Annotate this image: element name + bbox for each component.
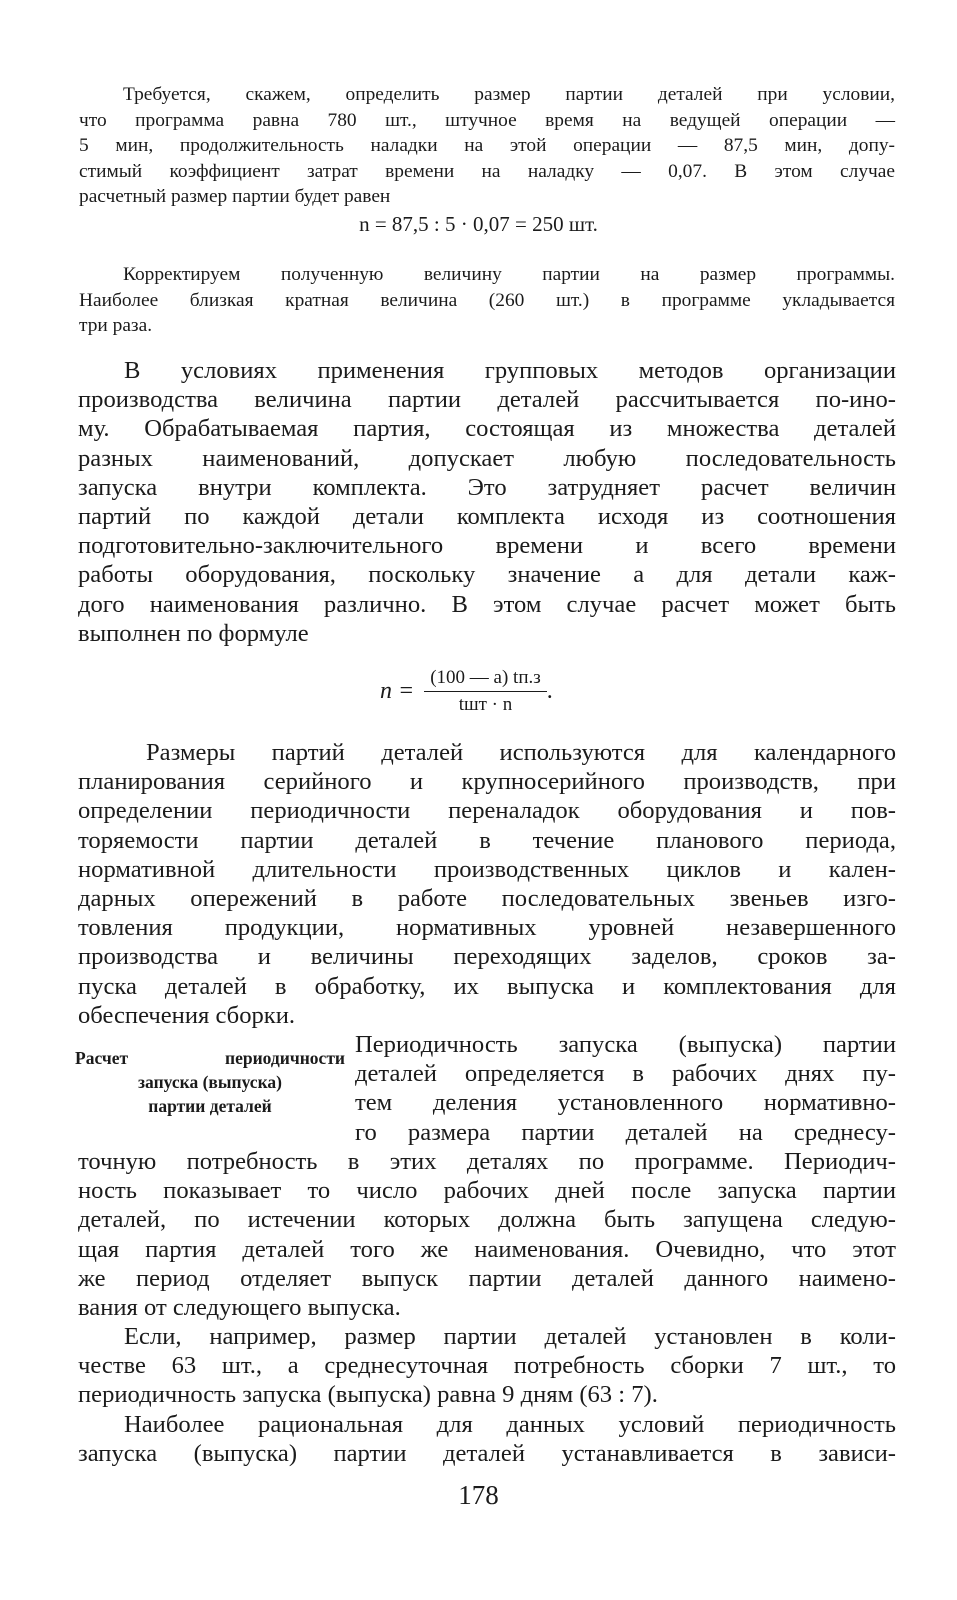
- text-line: щая партия деталей того же наименования. Очевидно, что этот: [78, 1235, 896, 1263]
- text-line: пуска деталей в обработку, их выпуска и комплектования для: [78, 972, 896, 1000]
- text-line: что программа равна 780 шт., штучное время на ведущей операции —: [79, 109, 895, 131]
- text-line: Корректируем полученную величину партии на размер программы.: [123, 264, 895, 285]
- text-line: точную потребность в этих деталях по программе. Периодич-: [78, 1148, 896, 1175]
- batch-size-formula: n = 87,5 : 5 · 0,07 = 250 шт.: [359, 212, 598, 236]
- text-line: нормативной длительности производственных циклов и кален-: [78, 855, 896, 883]
- text-line: деталей, по истечении которых должна быть запущена следую-: [78, 1206, 896, 1234]
- text-line: три раза.: [79, 315, 153, 336]
- text-line: работы оборудования, поскольку значение a для детали каж-: [78, 561, 896, 589]
- text-line: запуска (выпуска) партии деталей устанавливается в зависи-: [78, 1440, 896, 1468]
- text-line: планирования серийного и крупносерийного производств, при: [78, 768, 896, 796]
- text-line: определении периодичности переналадок оборудования и пов-: [78, 797, 896, 825]
- main-paragraph-4: [78, 1322, 896, 1410]
- text-line: Если, например, размер партии деталей установлен в коли-: [124, 1323, 896, 1350]
- text-line: обеспечения сборки.: [78, 1001, 296, 1029]
- text-line: Наиболее рациональная для данных условий периодичность: [124, 1411, 896, 1438]
- text-line: же период отделяет выпуск партии деталей данного наимено-: [78, 1264, 896, 1292]
- page-number: 178: [458, 1480, 499, 1510]
- text-line: Периодичность запуска (выпуска) партии: [355, 1031, 896, 1058]
- text-line: дого наименования различно. В этом случае расчет может быть: [78, 590, 896, 618]
- text-line: разных наименований, допускает любую последовательность: [78, 444, 896, 472]
- text-line: торяемости партии деталей в течение планового периода,: [78, 826, 896, 854]
- text-line: вания от следующего выпуска.: [78, 1294, 401, 1322]
- text-line: расчетный размер партии будет равен: [79, 186, 391, 207]
- text-line: тем деления установленного нормативно-: [355, 1089, 896, 1117]
- formula-fraction: [424, 667, 547, 716]
- text-line: 5 мин, продолжительность наладки на этой операции — 87,5 мин, допу-: [79, 135, 895, 156]
- text-line: выполнен по формуле: [78, 619, 309, 647]
- text-line: Размеры партий деталей используются для календарного: [146, 739, 896, 766]
- main-paragraph-5: [78, 1410, 896, 1468]
- text-line: честве 63 шт., а среднесуточная потребность сборки 7 шт., то: [78, 1352, 896, 1380]
- example-paragraph-1: [79, 82, 895, 210]
- text-line: Требуется, скажем, определить размер партии деталей при условии,: [123, 84, 895, 105]
- text-line: деталей определяется в рабочих днях пу-: [355, 1060, 896, 1088]
- formula-denominator: tшт · n: [458, 694, 513, 715]
- main-paragraph-3: [78, 1147, 896, 1322]
- text-line: Наиболее близкая кратная величина (260 шт.) в программе укладывается: [79, 289, 895, 311]
- formula-dot: .: [546, 678, 553, 704]
- side-heading: [75, 1046, 345, 1118]
- text-line: ность показывает то число рабочих дней после запуска партии: [78, 1177, 896, 1205]
- side-heading-line: запуска (выпуска): [138, 1072, 282, 1092]
- text-line: дарных опережений в работе последовательных звеньев изго-: [78, 885, 896, 913]
- text-line: подготовительно-заключительного времени и всего времени: [78, 532, 896, 560]
- main-paragraph-3-wrapped: [355, 1030, 896, 1147]
- text-line: производства величина партии деталей рассчитывается по-ино-: [78, 386, 896, 414]
- example-paragraph-2: [79, 262, 895, 339]
- text-line: партий по каждой детали комплекта исходя из соотношения: [78, 503, 896, 531]
- side-heading-line: партии деталей: [148, 1096, 272, 1116]
- text-line: запуска внутри комплекта. Это затрудняет расчет величин: [78, 473, 896, 501]
- formula-numerator: (100 — a) tп.з: [424, 667, 547, 692]
- main-paragraph-1: [78, 356, 896, 648]
- formula-lhs: n =: [380, 678, 415, 704]
- side-heading-line: Расчет периодичности: [75, 1048, 345, 1068]
- text-line: стимый коэффициент затрат времени на наладку — 0,07. В этом случае: [79, 160, 895, 182]
- main-paragraph-2: [78, 738, 896, 1030]
- text-line: производства и величины переходящих заделов, сроков за-: [78, 943, 896, 971]
- text-line: му. Обрабатываемая партия, состоящая из множества деталей: [78, 415, 896, 443]
- text-line: го размера партии деталей на среднесу-: [355, 1118, 896, 1146]
- text-line: товления продукции, нормативных уровней незавершенного: [78, 914, 896, 942]
- text-line: периодичность запуска (выпуска) равна 9 дням (63 : 7).: [78, 1381, 658, 1409]
- text-line: В условиях применения групповых методов организации: [124, 357, 896, 384]
- group-batch-formula: [380, 667, 553, 716]
